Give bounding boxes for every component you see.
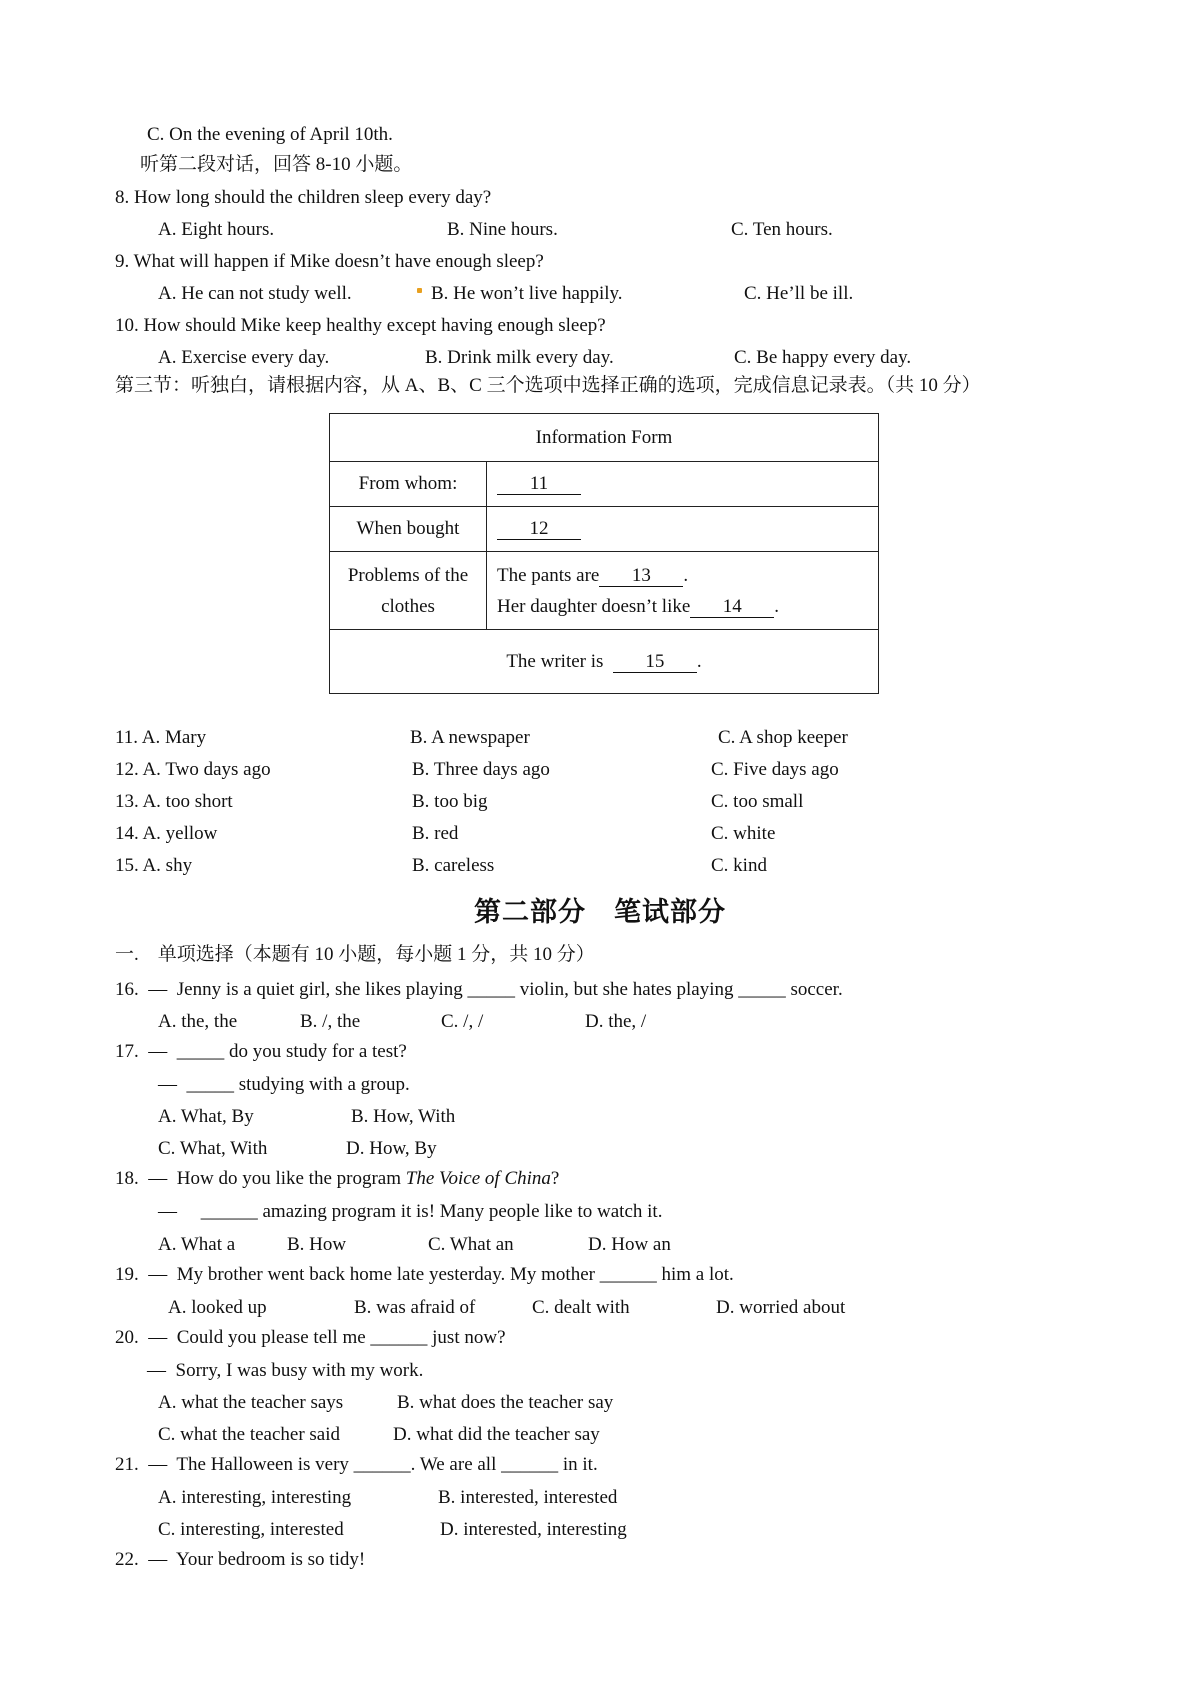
part2-title: 第二部分 笔试部分 — [474, 897, 726, 928]
option-20a: A. what the teacher says — [158, 1392, 344, 1413]
program-name: The Voice of China — [405, 1168, 551, 1189]
option-13b: B. too big — [412, 791, 488, 812]
question-9: 9. What will happen if Mike doesn’t have enough sleep? — [115, 251, 544, 272]
option-12a: 12. A. Two days ago — [115, 759, 271, 780]
problems-label-line2: clothes — [381, 595, 435, 617]
problems-cell — [487, 552, 879, 630]
option-15a: 15. A. shy — [115, 855, 193, 876]
question-20: 20. — Could you please tell me ______ just now? — [115, 1327, 506, 1348]
form-title: Information Form — [330, 414, 879, 462]
question-19: 19. — My brother went back home late yesterday. My mother ______ him a lot. — [115, 1264, 734, 1285]
option-16c: C. /, / — [441, 1011, 484, 1032]
option-21d: D. interested, interesting — [440, 1519, 627, 1540]
option-18d: D. How an — [588, 1234, 671, 1255]
question-mark: ? — [550, 1168, 560, 1189]
pants-text: The pants are — [497, 564, 600, 586]
period: . — [774, 595, 780, 617]
option-19d: D. worried about — [716, 1297, 846, 1318]
option-10a: A. Exercise every day. — [158, 347, 330, 368]
option-18c: C. What an — [428, 1234, 514, 1255]
option-11b: B. A newspaper — [410, 727, 530, 748]
option-21c: C. interesting, interested — [158, 1519, 344, 1540]
option-15b: B. careless — [412, 855, 495, 876]
option-line: C. On the evening of April 10th. — [147, 124, 393, 145]
option-9b: B. He won’t live happily. — [431, 283, 623, 304]
option-8c: C. Ten hours. — [731, 219, 833, 240]
option-12c: C. Five days ago — [711, 759, 839, 780]
from-label: From whom: — [330, 462, 487, 507]
writer-cell — [330, 630, 879, 694]
option-15c: C. kind — [711, 855, 767, 876]
question-17: 17. — _____ do you study for a test? — [115, 1041, 407, 1062]
option-14c: C. white — [711, 823, 776, 844]
option-14a: 14. A. yellow — [115, 823, 218, 844]
option-9c: C. He’ll be ill. — [744, 283, 854, 304]
from-cell — [487, 462, 879, 507]
period: . — [683, 564, 689, 586]
highlight-dot — [417, 288, 422, 293]
section-instruction: 听第二段对话，回答 8-10 小题。 — [140, 154, 413, 175]
option-19a: A. looked up — [168, 1297, 267, 1318]
blank-13: 13 — [599, 566, 683, 587]
question-21: 21. — The Halloween is very ______. We are all ______ in it. — [115, 1454, 598, 1475]
option-18b: B. How — [287, 1234, 347, 1255]
question-22: 22. — Your bedroom is so tidy! — [115, 1549, 366, 1570]
pants-line — [497, 560, 868, 591]
question-18-text: 18. — How do you like the program — [115, 1168, 406, 1189]
option-11c: C. A shop keeper — [718, 727, 848, 748]
option-21a: A. interesting, interesting — [158, 1487, 352, 1508]
question-10: 10. How should Mike keep healthy except having enough sleep? — [115, 315, 606, 336]
period: . — [696, 650, 702, 672]
option-17b: B. How, With — [351, 1106, 456, 1127]
written-section-1-instruction: 一. 单项选择（本题有 10 小题，每小题 1 分，共 10 分） — [115, 944, 595, 965]
question-18 — [115, 1167, 559, 1191]
question-17-reply: — _____ studying with a group. — [158, 1074, 410, 1095]
option-19c: C. dealt with — [532, 1297, 630, 1318]
daughter-line — [497, 591, 868, 622]
blank-12: 12 — [497, 519, 581, 540]
when-cell — [487, 507, 879, 552]
section-3-instruction: 第三节：听独白，请根据内容，从 A、B、C 三个选项中选择正确的选项，完成信息记录表。（共 10 分） — [115, 375, 981, 396]
option-16b: B. /, the — [300, 1011, 361, 1032]
option-20d: D. what did the teacher say — [393, 1424, 600, 1445]
option-16d: D. the, / — [585, 1011, 647, 1032]
option-8a: A. Eight hours. — [158, 219, 275, 240]
option-8b: B. Nine hours. — [447, 219, 558, 240]
option-17c: C. What, With — [158, 1138, 268, 1159]
blank-14: 14 — [690, 597, 774, 618]
problems-label-line1: Problems of the — [347, 564, 469, 586]
option-14b: B. red — [412, 823, 459, 844]
option-10b: B. Drink milk every day. — [425, 347, 614, 368]
option-11a: 11. A. Mary — [115, 727, 207, 748]
question-18-reply: — ______ amazing program it is! Many people like to watch it. — [158, 1201, 663, 1222]
option-20c: C. what the teacher said — [158, 1424, 341, 1445]
information-form — [329, 413, 879, 694]
question-20-reply: — Sorry, I was busy with my work. — [147, 1360, 424, 1381]
question-16: 16. — Jenny is a quiet girl, she likes playing _____ violin, but she hates playing _____ soccer. — [115, 979, 843, 1000]
option-17d: D. How, By — [346, 1138, 437, 1159]
option-13a: 13. A. too short — [115, 791, 233, 812]
option-17a: A. What, By — [158, 1106, 254, 1127]
writer-text: The writer is — [506, 650, 604, 672]
option-20b: B. what does the teacher say — [397, 1392, 614, 1413]
blank-11: 11 — [497, 474, 581, 495]
option-12b: B. Three days ago — [412, 759, 550, 780]
when-label: When bought — [330, 507, 487, 552]
daughter-text: Her daughter doesn’t like — [497, 595, 691, 617]
option-10c: C. Be happy every day. — [734, 347, 912, 368]
problems-label — [330, 552, 487, 630]
option-9a: A. He can not study well. — [158, 283, 352, 304]
option-16a: A. the, the — [158, 1011, 238, 1032]
option-19b: B. was afraid of — [354, 1297, 476, 1318]
question-8: 8. How long should the children sleep every day? — [115, 187, 492, 208]
option-13c: C. too small — [711, 791, 804, 812]
blank-15: 15 — [613, 652, 697, 673]
option-21b: B. interested, interested — [438, 1487, 618, 1508]
option-18a: A. What a — [158, 1234, 236, 1255]
